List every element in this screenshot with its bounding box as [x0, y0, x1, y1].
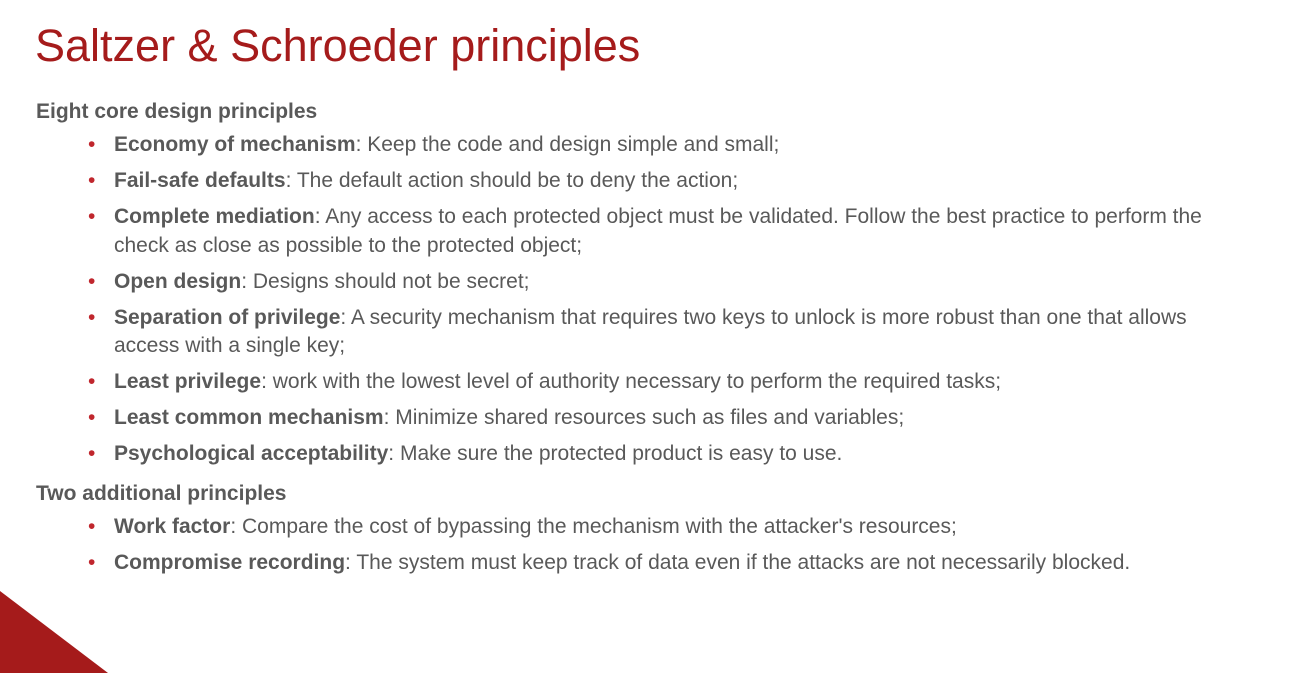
principle-term: Work factor: [114, 514, 231, 538]
list-item: [88, 404, 1256, 433]
principle-term: Least privilege: [114, 370, 262, 393]
section-heading-additional: Two additional principles: [36, 481, 287, 505]
bullet-icon: •: [88, 550, 96, 574]
principle-description: : The default action should be to deny the action;: [285, 169, 739, 192]
principle-description: : The system must keep track of data even if the attacks are not necessarily blocked.: [345, 550, 1131, 574]
principle-term: Least common mechanism: [114, 406, 384, 429]
principle-description: : Minimize shared resources such as files and variables;: [383, 406, 905, 429]
list-item: [88, 549, 1256, 578]
bullet-icon: •: [88, 305, 96, 329]
principle-description: : Compare the cost of bypassing the mechanism with the attacker's resources;: [230, 514, 957, 538]
list-item: [88, 513, 1256, 542]
bullet-icon: •: [88, 205, 96, 228]
principle-description: : Make sure the protected product is easy to use.: [388, 442, 843, 465]
list-item: [88, 203, 1256, 260]
list-item: [88, 167, 1256, 196]
bullet-icon: •: [88, 406, 96, 429]
principle-term: Open design: [114, 269, 242, 293]
principle-term: Economy of mechanism: [114, 133, 356, 156]
bullet-icon: •: [88, 370, 96, 393]
principle-description: : work with the lowest level of authority necessary to perform the required tasks;: [261, 370, 1002, 393]
corner-triangle-shape: [0, 591, 108, 673]
principle-description: : Any access to each protected object must be validated. Follow the best practice to perform the check as close as possible to the protected object;: [114, 205, 1202, 257]
list-item: [88, 440, 1256, 469]
section-heading-core: Eight core design principles: [36, 100, 318, 123]
list-item: [88, 368, 1256, 397]
bullet-icon: •: [88, 269, 96, 293]
bullet-icon: •: [88, 133, 96, 156]
corner-triangle-decoration: [0, 591, 108, 673]
slide-body: [36, 97, 1256, 585]
bullet-icon: •: [88, 442, 96, 465]
principle-term: Compromise recording: [114, 550, 346, 574]
list-item: [88, 268, 1256, 297]
principle-term: Complete mediation: [114, 205, 315, 228]
bullet-icon: •: [88, 514, 96, 538]
core-principles-list: [36, 131, 1256, 469]
principle-term: Separation of privilege: [114, 305, 341, 329]
bullet-icon: •: [88, 169, 96, 192]
slide-title: Saltzer & Schroeder principles: [35, 20, 641, 71]
principle-term: Psychological acceptability: [114, 442, 389, 465]
principle-description: : Keep the code and design simple and small;: [355, 133, 780, 156]
principle-term: Fail-safe defaults: [114, 169, 286, 192]
list-item: [88, 131, 1256, 160]
list-item: [88, 304, 1256, 361]
principle-description: : A security mechanism that requires two keys to unlock is more robust than one that allows access with a single key;: [114, 305, 1187, 357]
additional-principles-list: [36, 513, 1256, 578]
principle-description: : Designs should not be secret;: [241, 269, 530, 293]
